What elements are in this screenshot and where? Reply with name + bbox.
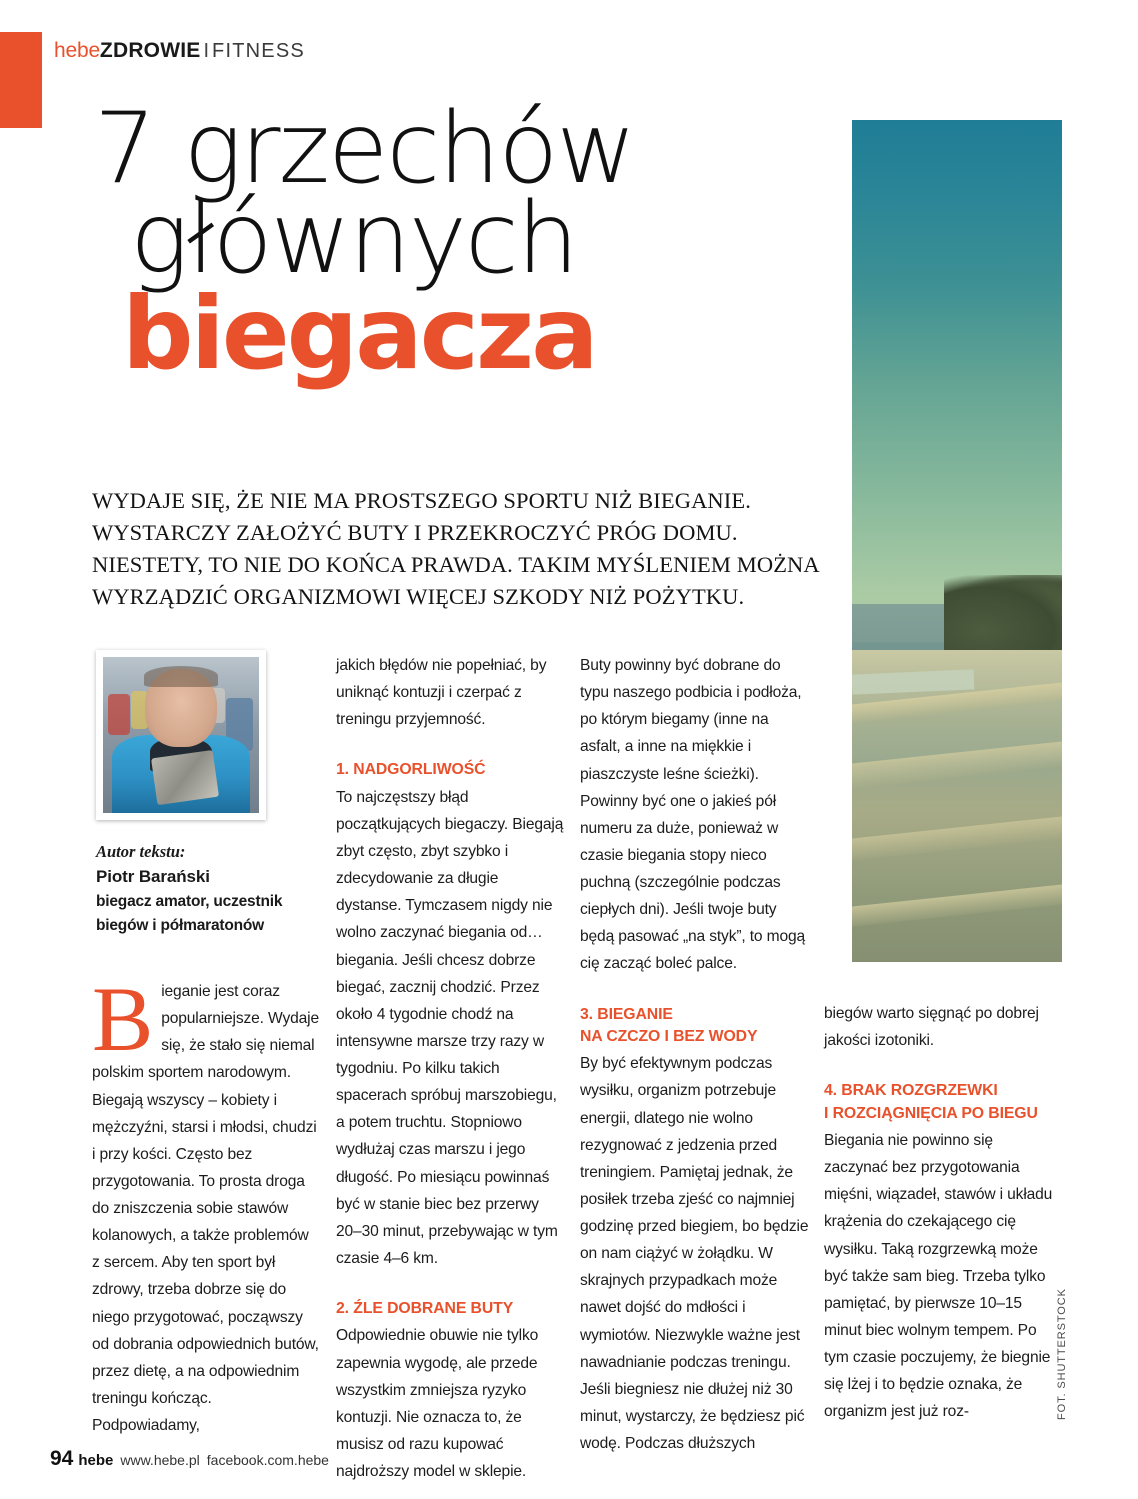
- section-heading-3-line-2: NA CZCZO I BEZ WODY: [580, 1027, 758, 1045]
- section-heading-3: [580, 1004, 812, 1049]
- photo-tree-cluster: [944, 575, 1062, 655]
- photo-sky: [852, 120, 1062, 642]
- section-heading-3-line-1: 3. BIEGANIE: [580, 1005, 673, 1023]
- drop-cap: B: [92, 968, 154, 1070]
- footer-website[interactable]: www.hebe.pl: [120, 1452, 200, 1468]
- orange-accent-tab: [0, 32, 42, 128]
- portrait-crowd-blob: [108, 694, 130, 735]
- headline-line-1: 7 grzechów: [94, 92, 635, 206]
- body-column-3: [580, 652, 812, 1457]
- paragraph: jakich błędów nie popełniać, by uniknąć kontuzji i czerpać z treningu przyjemność.: [336, 657, 547, 729]
- page-footer: [50, 1448, 329, 1469]
- lead-paragraph: WYDAJE SIĘ, ŻE NIE MA PROSTSZEGO SPORTU NIŻ BIEGANIE. WYSTARCZY ZAŁOŻYĆ BUTY I PRZEKROCZYĆ PRÓG DOMU. NIESTETY, TO NIE DO KOŃCA PRAWDA. TAKIM MYŚLENIEM MOŻNA WYRZĄDZIĆ ORGANIZMOWI WIĘCEJ SZKODY NIŻ POŻYTKU.: [92, 488, 819, 609]
- paragraph: Buty powinny być dobrane do typu naszego podbicia i podłoża, po którym biegamy (inne na asfalt, a inne na miękkie i piaszczyste leśne ścieżki). Powinny być one o jakieś pół numeru za duże, ponieważ w czasie biegania stopy nieco puchną (szczególnie podczas ciepłych dni). Jeśli twoje buty będą pasować „na styk”, to mogą cię zacząć boleć palce.: [580, 657, 806, 973]
- paragraph: Biegania nie powinno się zaczynać bez przygotowania mięśni, wiązadeł, stawów i układu krążenia do czekającego cię wysiłku. Taką rozgrzewką może być także sam bieg. Trzeba tylko pamiętać, by pierwsze 10–15 minut biec wolnym tempem. Po tym czasie poczujemy, że biegnie się lżej i to będzie oznaka, że organizm jest już roz-: [824, 1132, 1053, 1421]
- kicker-subsection: FITNESS: [212, 40, 305, 62]
- author-portrait: [96, 650, 266, 820]
- paragraph: ieganie jest coraz popularniejsze. Wydaje się, że stało się niemal polskim sportem narodowym. Biegają wszyscy – kobiety i mężczyźni, starsi i młodsi, chudzi i przy kości. Często bez przygotowania. To prosta droga do zniszczenia sobie stawów kolanowych, a także problemów z sercem. Aby ten sport był zdrowy, trzeba dobrze się do niego przygotować, począwszy od dobrania odpowiednich butów, przez dietę, a na odpowiednim treningu kończąc. Podpowiadamy,: [92, 983, 320, 1434]
- footer-brand: hebe: [78, 1452, 114, 1469]
- headline-line-3-accent: biegacza: [122, 275, 596, 393]
- author-byline: [96, 840, 311, 937]
- author-description: biegacz amator, uczestnik biegów i półmaratonów: [96, 893, 283, 934]
- kicker-section: ZDROWIE: [99, 39, 201, 62]
- hero-landscape-photo: [852, 120, 1062, 962]
- section-heading-4-line-2: I ROZCIĄGNIĘCIA PO BIEGU: [824, 1104, 1038, 1122]
- section-heading-2: 2. ŹLE DOBRANE BUTY: [336, 1300, 514, 1318]
- author-role-label: Autor tekstu:: [96, 842, 186, 861]
- paragraph: To najczęstszy błąd początkujących biegaczy. Biegają zbyt często, zbyt szybko i zdecydowanie za długie dystanse. Tymczasem nigdy nie wolno zaczynać biegania od… biegania. Jeśli chcesz dobrze biegać, zacznij chodzić. Przez około 4 tygodnie chodź na intensywne marsze trzy razy w tygodniu. Po kilku takich spacerach spróbuj marszobiegu, a potem truchtu. Stopniowo wydłużaj czas marszu i jego długość. Po miesiącu powinnaś być w stanie biec bez przerwy 20–30 minut, przebywając w tym czasie 4–6 km.: [336, 788, 564, 1267]
- body-column-2: [336, 652, 566, 1485]
- body-column-1: [92, 968, 320, 1439]
- header-kicker: [54, 40, 305, 61]
- photo-credit: FOT. SHUTTERSTOCK: [1056, 1288, 1068, 1420]
- portrait-hair: [144, 666, 219, 686]
- kicker-brand: hebe: [54, 39, 100, 62]
- page-title: [94, 92, 794, 393]
- body-column-4: [824, 1000, 1054, 1425]
- page-number: 94: [50, 1447, 74, 1470]
- section-heading-4-line-1: 4. BRAK ROZGRZEWKI: [824, 1082, 998, 1100]
- author-name: Piotr Barański: [96, 866, 210, 886]
- headline-line-2: głównych: [130, 182, 577, 297]
- footer-facebook[interactable]: facebook.com.hebe: [206, 1452, 329, 1468]
- paragraph: By być efektywnym podczas wysiłku, organizm potrzebuje energii, dlatego nie wolno rezygnować z jedzenia przed treningiem. Pamiętaj jednak, że posiłek trzeba zjeść co najmniej godzinę przed biegiem, bo będzie on nam ciążyć w żołądku. W skrajnych przypadkach może nawet dojść do mdłości i wymiotów. Niezwykle ważne jest nawadnianie podczas treningu. Jeśli biegniesz nie dłużej niż 30 minut, wystarczy, że będziesz pić wodę. Podczas dłuższych: [580, 1055, 809, 1453]
- paragraph: biegów warto sięgnąć po dobrej jakości izotoniki.: [824, 1005, 1039, 1050]
- section-heading-1: 1. NADGORLIWOŚĆ: [336, 761, 486, 779]
- section-heading-4: [824, 1080, 1054, 1125]
- kicker-separator: I: [203, 40, 210, 62]
- paragraph: Odpowiednie obuwie nie tylko zapewnia wygodę, ale przede wszystkim zmniejsza ryzyko kontuzji. Nie oznacza to, że musisz od razu kupować najdroższy model w sklepie.: [336, 1327, 539, 1481]
- portrait-medal: [152, 750, 220, 805]
